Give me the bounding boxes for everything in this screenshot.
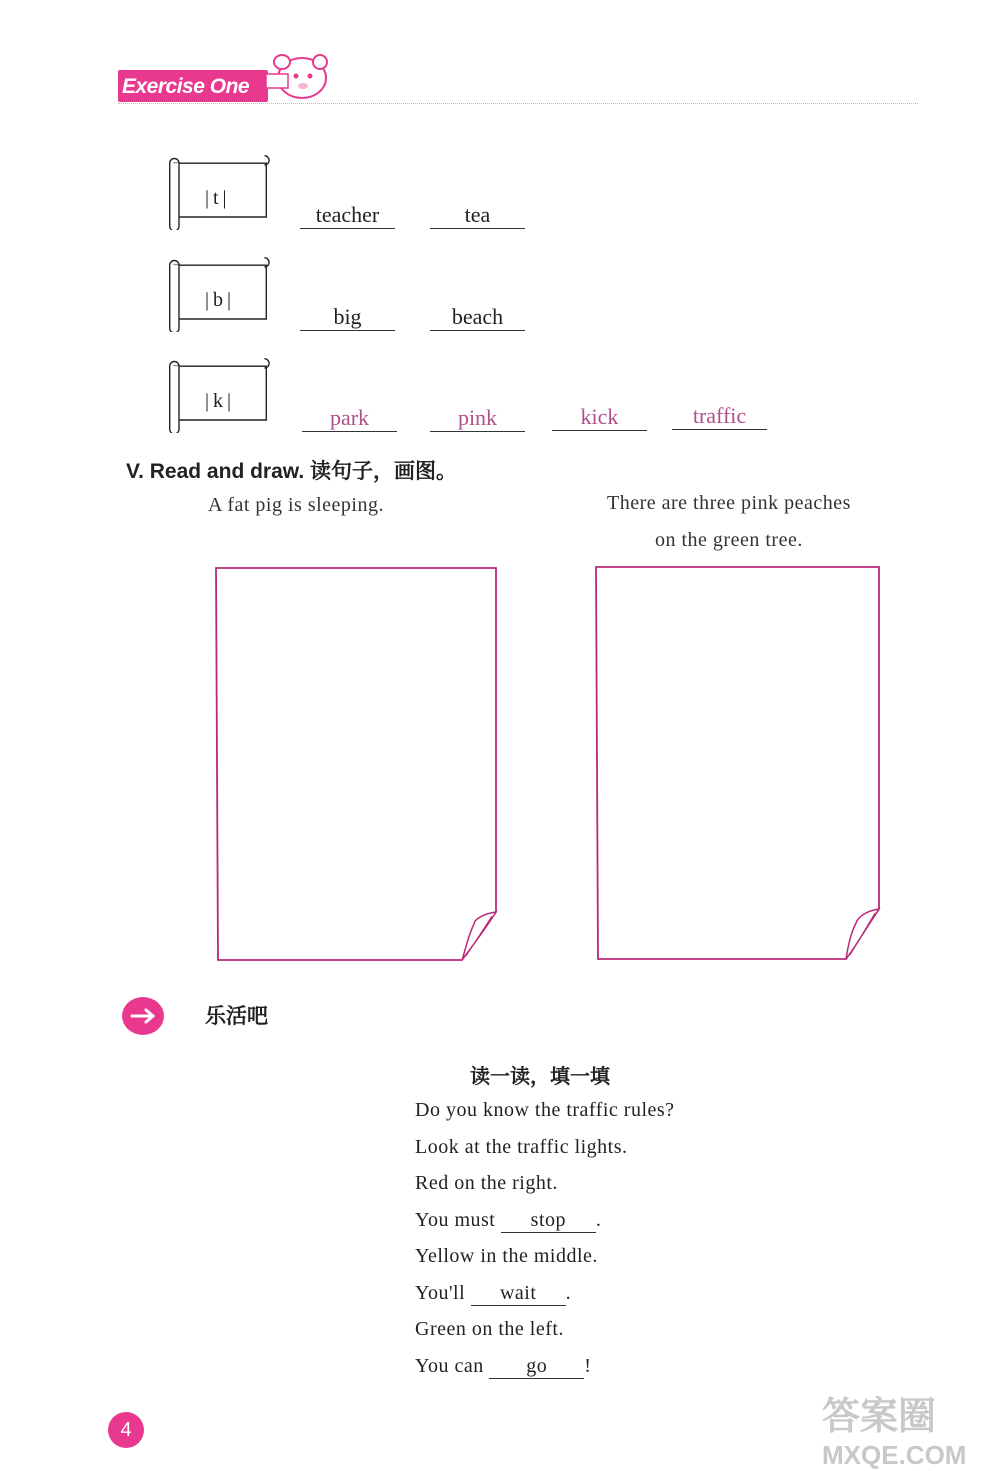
watermark-logo: 答案圈 MXQE.COM: [822, 1394, 967, 1470]
draw-prompt-right-line2: on the green tree.: [655, 529, 803, 551]
answer-blank[interactable]: wait: [471, 1282, 566, 1306]
draw-prompt-left: A fat pig is sleeping.: [208, 494, 384, 516]
phonics-word: traffic: [672, 403, 767, 430]
phonics-word: park: [302, 405, 397, 432]
arrow-badge-icon: [122, 997, 164, 1035]
drawing-frame-right[interactable]: [592, 563, 884, 965]
poem-line: You'll wait .: [415, 1282, 572, 1304]
poem-line: Yellow in the middle.: [415, 1245, 598, 1267]
phonics-word: big: [300, 304, 395, 331]
section-title: V. Read and draw. 读句子，画图。: [126, 460, 458, 483]
poem-line: Red on the right.: [415, 1172, 558, 1194]
poem-line: You can go !: [415, 1355, 592, 1377]
phonics-word: kick: [552, 404, 647, 431]
draw-prompt-right-line1: There are three pink peaches: [607, 492, 851, 514]
phonics-word: beach: [430, 304, 525, 331]
fun-section-title: 乐活吧: [205, 1004, 268, 1028]
header-title: Exercise One: [122, 75, 250, 98]
drawing-frame-left[interactable]: [212, 564, 504, 966]
phonics-word: tea: [430, 202, 525, 229]
phonics-word: teacher: [300, 202, 395, 229]
fun-section-subtitle: 读一读，填一填: [470, 1064, 610, 1088]
poem-line: Look at the traffic lights.: [415, 1136, 628, 1158]
poem-line: Green on the left.: [415, 1318, 564, 1340]
phonics-sound: |k|: [205, 390, 236, 412]
answer-blank[interactable]: go: [489, 1355, 584, 1379]
poem-line: You must stop .: [415, 1209, 602, 1231]
phonics-sound: |b|: [205, 289, 236, 311]
phonics-word: pink: [430, 405, 525, 432]
phonics-sound: |t|: [205, 187, 231, 209]
page-number: 4: [108, 1412, 144, 1448]
mascot-icon: [262, 48, 330, 104]
answer-blank[interactable]: stop: [501, 1209, 596, 1233]
header-divider: [118, 103, 918, 104]
poem-line: Do you know the traffic rules?: [415, 1099, 675, 1121]
